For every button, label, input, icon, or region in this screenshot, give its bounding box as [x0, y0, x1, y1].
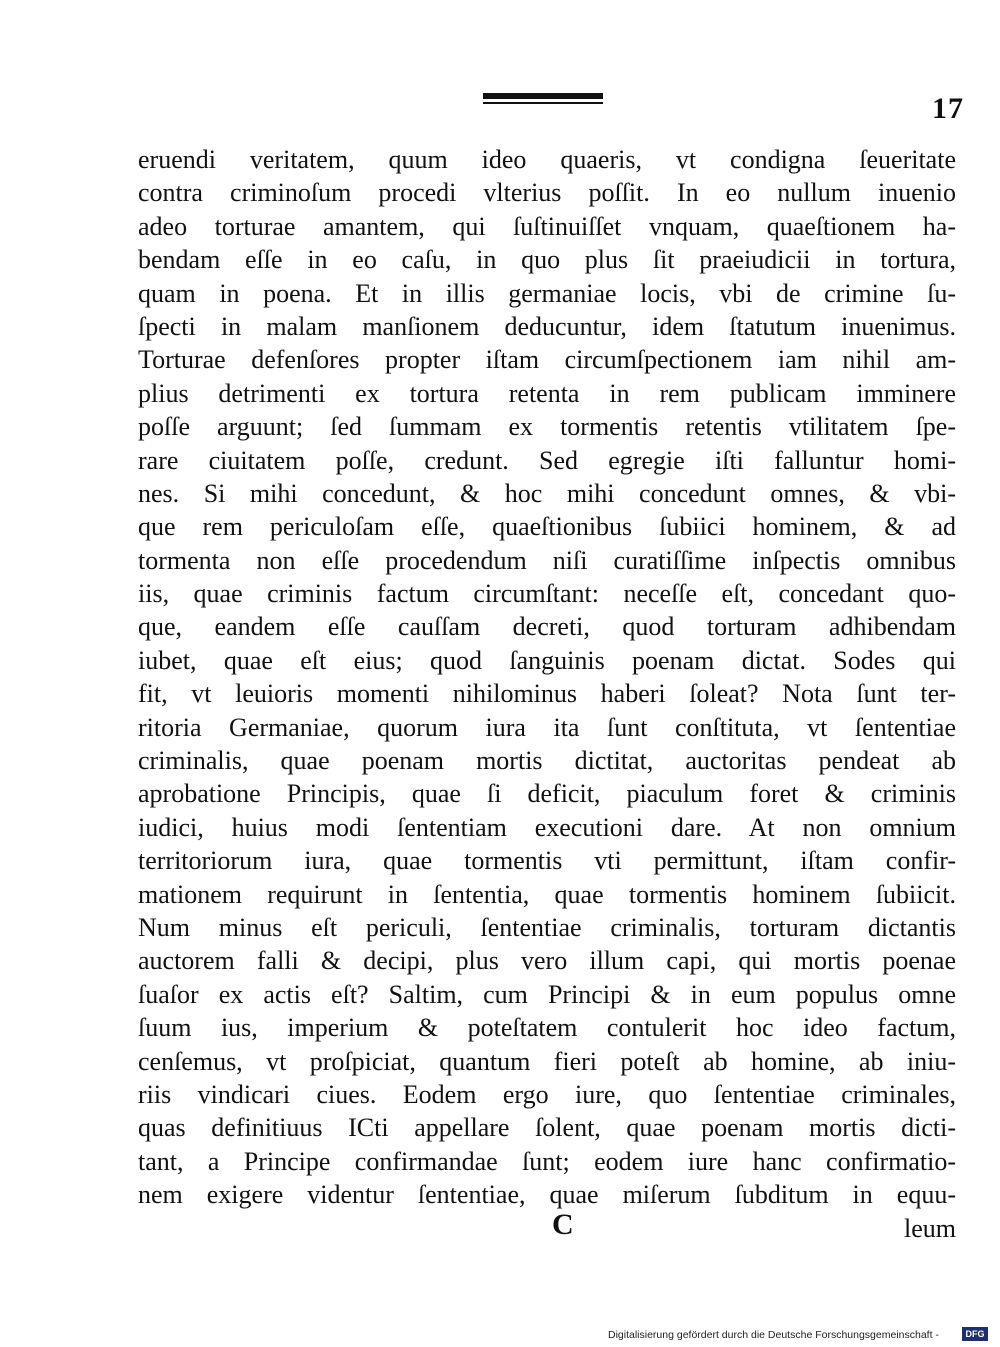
text-line: territoriorum iura, quae tormentis vti permittunt, iſtam confir- [138, 846, 956, 876]
text-line: que, eandem eſſe cauſſam decreti, quod torturam adhibendam [138, 612, 956, 642]
text-line: rare ciuitatem poſſe, credunt. Sed egregie iſti falluntur homi- [138, 445, 956, 475]
text-line: ſpecti in malam manſionem deducuntur, idem ſtatutum inuenimus. [138, 311, 956, 341]
text-line: bendam eſſe in eo caſu, in quo plus ſit praeiudicii in tortura, [138, 245, 956, 275]
text-line: ritoria Germaniae, quorum iura ita ſunt conſtituta, vt ſententiae [138, 712, 956, 742]
text-line: aprobatione Principis, quae ſi deficit, piaculum foret & criminis [138, 779, 956, 809]
header-ornament-rule [483, 93, 603, 107]
text-line: riis vindicari ciues. Eodem ergo iure, quo ſententiae criminales, [138, 1079, 956, 1109]
catchword: leum [904, 1214, 956, 1243]
text-line: iubet, quae eſt eius; quod ſanguinis poenam dictat. Sodes qui [138, 645, 956, 675]
text-line: nem exigere videntur ſententiae, quae miſerum ſubditum in equu- [138, 1180, 956, 1210]
text-line: plius detrimenti ex tortura retenta in rem publicam imminere [138, 378, 956, 408]
text-line: tormenta non eſſe procedendum niſi curatiſſime inſpectis omnibus [138, 545, 956, 575]
text-line: iis, quae criminis factum circumſtant: neceſſe eſt, concedant quo- [138, 579, 956, 609]
text-line: fit, vt leuioris momenti nihilominus haberi ſoleat? Nota ſunt ter- [138, 679, 956, 709]
body-text [138, 143, 956, 1212]
digitization-credit: Digitalisierung gefördert durch die Deutsche Forschungsgemeinschaft - [608, 1329, 939, 1341]
text-line: tant, a Principe confirmandae ſunt; eodem iure hanc confirmatio- [138, 1146, 956, 1176]
dfg-logo-icon: DFG [962, 1327, 988, 1341]
text-line: eruendi veritatem, quum ideo quaeris, vt condigna ſeueritate [138, 145, 956, 174]
page-footer [138, 1208, 956, 1248]
text-line: ſuum ius, imperium & poteſtatem contulerit hoc ideo factum, [138, 1013, 956, 1043]
text-line: mationem requirunt in ſententia, quae tormentis hominem ſubiicit. [138, 879, 956, 909]
text-line: auctorem falli & decipi, plus vero illum capi, qui mortis poenae [138, 946, 956, 976]
signature-mark: C [552, 1208, 574, 1241]
text-line: nes. Si mihi concedunt, & hoc mihi concedunt omnes, & vbi- [138, 478, 956, 508]
text-line: iudici, huius modi ſententiam executioni dare. At non omnium [138, 812, 956, 842]
text-line: ſuaſor ex actis eſt? Saltim, cum Principi & in eum populus omne [138, 979, 956, 1009]
text-line: quas definitiuus ICti appellare ſolent, quae poenam mortis dicti- [138, 1113, 956, 1143]
text-line: cenſemus, vt proſpiciat, quantum fieri poteſt ab homine, ab iniu- [138, 1046, 956, 1076]
text-line: criminalis, quae poenam mortis dictitat, auctoritas pendeat ab [138, 746, 956, 776]
text-line: quam in poena. Et in illis germaniae locis, vbi de crimine ſu- [138, 278, 956, 308]
text-line: que rem periculoſam eſſe, quaeſtionibus ſubiici hominem, & ad [138, 512, 956, 542]
page-number: 17 [932, 92, 964, 125]
text-line: contra criminoſum procedi vlterius poſſit. In eo nullum inuenio [138, 178, 956, 208]
text-line: Num minus eſt periculi, ſententiae criminalis, torturam dictantis [138, 912, 956, 942]
text-line: adeo torturae amantem, qui ſuſtinuiſſet vnquam, quaeſtionem ha- [138, 211, 956, 241]
text-line: Torturae defenſores propter iſtam circumſpectionem iam nihil am- [138, 345, 956, 375]
text-line: poſſe arguunt; ſed ſummam ex tormentis retentis vtilitatem ſpe- [138, 412, 956, 442]
